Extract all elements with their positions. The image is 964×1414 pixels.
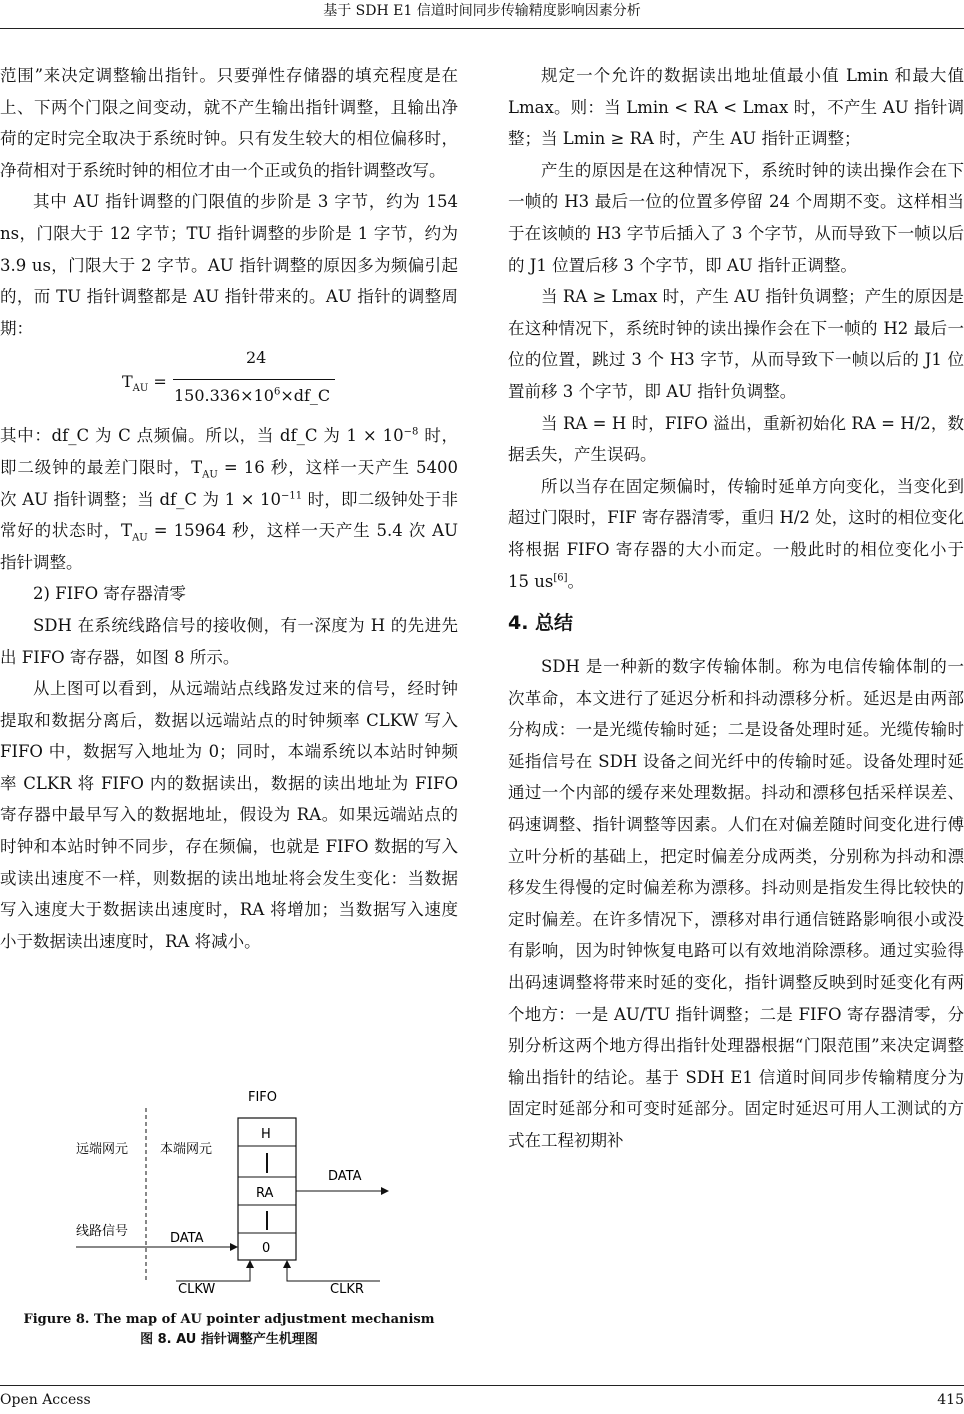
paragraph-au-step: 其中 AU 指针调整的门限值的步阶是 3 字节，约为 154 ns，门限大于 12 字节；TU 指针调整的步阶是 1 字节，约为 3.9 us，门限大于 2 字节。AU 指针调整的原因多为频偏引起的，而 TU 指针调整都是 AU 指针带来的。AU 指针的调整周期： (0, 192, 458, 338)
header-rule (0, 28, 964, 29)
p3-e: = 15964 秒，这样一天产生 5.4 次 AU 指针调整。 (0, 521, 458, 572)
formula-denominator (174, 386, 330, 406)
p3-a: 其中：df_C 为 C 点频偏。所以，当 df_C 为 1 × 10 (0, 426, 404, 446)
p3-b-sub: AU (202, 469, 218, 481)
p5-end: 。 (567, 571, 585, 591)
paragraph-summary: SDH 是一种新的数字传输体制。称为电信传输体制的一次革命，本文进行了延迟分析和抖动漂移分析。延迟是由两部分构成：一是光缆传输时延；二是设备处理时延。光缆传输时延指信号在 SDH 设备之间光纤中的传输时延。设备处理时延通过一个内部的缓存来处理数据。抖动和漂移包括采样误差、码速调整、指针调整等因素。人们在对偏差随时间变化进行傅立叶分析的基础上，把定时偏差分成两类，分别称为抖动和漂移发生得慢的定时偏差称为漂移。抖动则是指发生得比较快的定时偏差。在许多情况下，漂移对串行通信链路影响很小或没有影响，因为时钟恢复电路可以有效地消除漂移。通过实验得出码速调整将带来时延的变化，指针调整反映到时延变化有两个地方：一是 AU/TU 指针调整；二是 FIFO 寄存器清零，分别分析这两个地方得出指针处理器根据“门限范围”来决定调整输出指针的结论。基于 SDH E1 信道时间同步传输精度分为固定时延部分和可变时延部分。固定时延迟可用人工测试的方式在工程初期补 (508, 657, 964, 1150)
paragraph-fifo-detail: 从上图可以看到，从远端站点线路发过来的信号，经时钟提取和数据分离后，数据以远端站点的时钟频率 CLKW 写入 FIFO 中，数据写入地址为 0；同时，本端系统以本站时钟频率 CLKR 将 FIFO 内的数据读出，数据的读出地址为 FIFO 寄存器中最早写入的数据地址，假设为 RA。如果远端站点的时钟和本站时钟不同步，存在频偏，也就是 FIFO 数据的写入或读出速度不一样，则数据的读出地址将会发生变化：当数据写入速度大于数据读出速度时，RA 将增加；当数据写入速度小于数据读出速度时，RA 将减小。 (0, 679, 458, 951)
label-fifo: FIFO (248, 1090, 278, 1105)
clkw-arrow (176, 1261, 250, 1281)
p3-d-sub: AU (132, 532, 148, 544)
p3-a-exp: −8 (403, 426, 419, 438)
formula-lhs (122, 366, 167, 398)
p3-c-exp: −11 (280, 490, 303, 502)
label-data-in: DATA (170, 1231, 204, 1246)
subheading-fifo-clear: 2) FIFO 寄存器清零 (33, 584, 186, 604)
label-h: H (261, 1127, 271, 1142)
formula-t-sub: AU (132, 383, 149, 395)
paragraph-fifo-intro: SDH 在系统线路信号的接收侧，有一深度为 H 的先进先出 FIFO 寄存器，如图 8 所示。 (0, 615, 458, 667)
formula-fraction-bar (173, 379, 335, 380)
formula-au-period (0, 344, 458, 420)
label-clkr: CLKR (330, 1282, 364, 1297)
formula-den-a: 150.336×10 (174, 386, 274, 406)
page-number: 415 (937, 1392, 964, 1408)
citation-6: [6] (553, 572, 568, 583)
figure-8 (0, 1080, 458, 1300)
paragraph-lmin-lmax: 规定一个允许的数据读出地址值最小值 Lmin 和最大值 Lmax。则：当 Lmin < RA < Lmax 时，不产生 AU 指针调整；当 Lmin ≥ RA 时，产生 AU 指针正调整； (508, 66, 964, 149)
paragraph-negative-adjust: 当 RA ≥ Lmax 时，产生 AU 指针负调整；产生的原因是在这种情况下，系统时钟的读出操作会在下一帧的 H2 最后一位的位置，跳过 3 个 H3 字节，从而导致下一帧以后的 J1 位置前移 3 个字节，即 AU 指针负调整。 (508, 287, 964, 401)
right-column (508, 60, 964, 1157)
label-ra: RA (256, 1186, 274, 1201)
p5-text: 所以当存在固定频偏时，传输时延单方向变化，当变化到超过门限时，FIF 寄存器清零，重归 H/2 处，这时的相位变化将根据 FIFO 寄存器的大小而定。一般此时的相位变化小于 15 us (508, 476, 964, 591)
figure-caption-en: Figure 8. The map of AU pointer adjustment mechanism (23, 1312, 435, 1327)
label-remote-ne: 远端网元 (76, 1142, 129, 1157)
clkr-arrow (287, 1261, 380, 1281)
formula-numerator: 24 (246, 348, 267, 368)
formula-eq: = (153, 372, 167, 392)
label-zero: 0 (262, 1241, 271, 1256)
formula-t: T (122, 372, 133, 392)
section-heading-summary: 4. 总结 (508, 612, 574, 635)
formula-den-b: ×df_C (280, 386, 331, 406)
footer-rule (0, 1385, 964, 1386)
paragraph-overflow: 当 RA = H 时，FIFO 溢出，重新初始化 RA = H/2，数据丢失，产生误码。 (508, 413, 964, 465)
paragraph-threshold-range: 范围”来决定调整输出指针。只要弹性存储器的填充程度是在上、下两个门限之间变动，就不产生输出指针调整，且输出净荷的定时完全取决于系统时钟。只有发生较大的相位偏移时，净荷相对于系统时钟的相位才由一个正或负的指针调整改写。 (0, 66, 458, 180)
figure-caption-zh: 图 8. AU 指针调整产生机理图 (140, 1332, 318, 1347)
paragraph-positive-adjust: 产生的原因是在这种情况下，系统时钟的读出操作会在下一帧的 H3 最后一位的位置多停留 24 个周期不变。这样相当于在该帧的 H3 字节后插入了 3 个字节，从而导致下一帧以后的 J1 位置后移 3 个字节，即 AU 指针正调整。 (508, 160, 964, 275)
fifo-diagram (0, 1080, 458, 1300)
label-line-signal: 线路信号 (76, 1224, 129, 1239)
footer-open-access: Open Access (0, 1392, 91, 1408)
label-data-out: DATA (328, 1169, 362, 1184)
p3-c: = 16 秒，这样一天产生 5400 次 AU 指针调整；当 df_C 为 1 × 10 (0, 457, 458, 509)
left-column (0, 60, 458, 957)
p3-d: 时，即二级钟处于非常好的状态时，T (0, 489, 458, 541)
paragraph-fixed-offset (508, 471, 964, 597)
paragraph-dfc (0, 420, 458, 578)
label-local-ne: 本端网元 (160, 1142, 213, 1157)
running-header: 基于 SDH E1 信道时间同步传输精度影响因素分析 (323, 3, 641, 19)
formula-den-exp: 6 (273, 387, 281, 399)
label-clkw: CLKW (178, 1282, 216, 1297)
p3-b: 时，即二级钟的最差门限时，T (0, 426, 458, 477)
